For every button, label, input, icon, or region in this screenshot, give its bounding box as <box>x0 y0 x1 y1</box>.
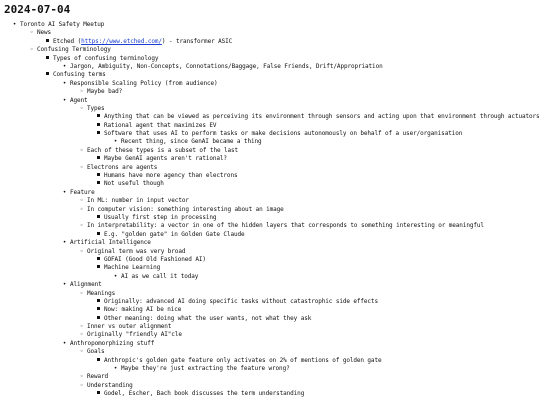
outline-item <box>0 130 540 138</box>
etched-link[interactable]: https://www.etched.com/ <box>81 37 162 45</box>
outline-item-text: Jargon, Ambiguity, Non-Concepts, Connotations/Baggage, False Friends, Drift/Appropriation <box>70 62 383 70</box>
square-bullet-icon <box>95 180 102 188</box>
square-bullet-icon <box>44 38 51 46</box>
outline-item <box>0 206 540 214</box>
dot-bullet-icon: • <box>113 138 118 146</box>
outline-item <box>0 222 540 230</box>
outline-item <box>0 340 540 348</box>
circle-bullet-icon: ◦ <box>79 289 84 297</box>
outline-item-text: E.g. "golden gate" in Golden Gate Claude <box>104 230 245 238</box>
outline-item <box>0 264 540 272</box>
dot-bullet-icon: • <box>62 339 67 347</box>
circle-bullet-icon: ◦ <box>79 104 84 112</box>
outline-item-text: Recent thing, since GenAI became a thing <box>121 138 262 146</box>
square-bullet-icon <box>44 71 51 79</box>
outline-item <box>0 323 540 331</box>
outline-list <box>0 21 540 399</box>
outline-item-text: Anthropic's golden gate feature only activates on 2% of mentions of golden gate <box>104 356 382 364</box>
outline-item <box>0 155 540 163</box>
circle-bullet-icon: ◦ <box>79 381 84 389</box>
outline-item <box>0 63 540 71</box>
outline-item-text: GOFAI (Good Old Fashioned AI) <box>104 255 206 263</box>
outline-item <box>0 197 540 205</box>
outline-item <box>0 298 540 306</box>
circle-bullet-icon: ◦ <box>79 88 84 96</box>
outline-item-text: Other meaning: doing what the user wants, not what they ask <box>104 314 312 322</box>
circle-bullet-icon: ◦ <box>79 163 84 171</box>
outline-item-text: Originally: advanced AI doing specific tasks without catastrophic side effects <box>104 297 378 305</box>
outline-item-text: Software that uses AI to perform tasks or make decisions autonomously on behalf of a user/organisation <box>104 130 463 138</box>
outline-item <box>0 189 540 197</box>
outline-item-text: Not useful though <box>104 180 164 188</box>
square-bullet-icon <box>95 298 102 306</box>
outline-item <box>0 46 540 54</box>
outline-item <box>0 382 540 390</box>
outline-item-text: Alignment <box>70 281 102 289</box>
circle-bullet-icon: ◦ <box>79 331 84 339</box>
outline-item <box>0 315 540 323</box>
outline-item-text: AI as we call it today <box>121 272 199 280</box>
circle-bullet-icon: ◦ <box>79 197 84 205</box>
square-bullet-icon <box>95 155 102 163</box>
square-bullet-icon <box>95 130 102 138</box>
outline-item <box>0 231 540 239</box>
outline-item <box>0 55 540 63</box>
circle-bullet-icon: ◦ <box>29 29 34 37</box>
square-bullet-icon <box>44 55 51 63</box>
dot-bullet-icon: • <box>62 62 67 70</box>
outline-item <box>0 172 540 180</box>
square-bullet-icon <box>95 357 102 365</box>
outline-item <box>0 29 540 37</box>
outline-item-text: Reward <box>87 373 109 381</box>
outline-item <box>0 80 540 88</box>
outline-item <box>0 357 540 365</box>
outline-item <box>0 281 540 289</box>
square-bullet-icon <box>95 264 102 272</box>
circle-bullet-icon: ◦ <box>79 247 84 255</box>
outline-item <box>0 373 540 381</box>
outline-item <box>0 180 540 188</box>
outline-item-text: Confusing Terminology <box>37 46 111 54</box>
outline-item-text: Agent <box>70 96 88 104</box>
dot-bullet-icon: • <box>113 272 118 280</box>
dot-bullet-icon: • <box>62 96 67 104</box>
dot-bullet-icon: • <box>62 239 67 247</box>
outline-item-text: In interpretability: a vector in one of the hidden layers that corresponds to something interesting or meaningful <box>87 222 484 230</box>
outline-item <box>0 365 540 373</box>
outline-item-text: Humans have more agency than electrons <box>104 172 238 180</box>
circle-bullet-icon: ◦ <box>79 373 84 381</box>
outline-item <box>0 97 540 105</box>
outline-item-text: Maybe they're just extracting the feature wrong? <box>121 365 290 373</box>
outline-item <box>0 273 540 281</box>
outline-item-text: Anthropomorphizing stuff <box>70 339 155 347</box>
outline-item <box>0 248 540 256</box>
dot-bullet-icon: • <box>62 281 67 289</box>
outline-item <box>0 239 540 247</box>
outline-item-text: Confusing terms <box>53 71 106 79</box>
dot-bullet-icon: • <box>62 188 67 196</box>
outline-item <box>0 21 540 29</box>
outline-item-text: Anything that can be viewed as perceiving its environment through sensors and acting upon that environment through actuators <box>104 113 540 121</box>
outline-item-text: Maybe bad? <box>87 88 123 96</box>
outline-item-text: Usually first step in processing <box>104 213 217 221</box>
outline-item <box>0 38 540 46</box>
dot-bullet-icon: • <box>113 365 118 373</box>
circle-bullet-icon: ◦ <box>79 348 84 356</box>
square-bullet-icon <box>95 113 102 121</box>
outline-item <box>0 306 540 314</box>
outline-item-text: Meanings <box>87 289 116 297</box>
circle-bullet-icon: ◦ <box>79 205 84 213</box>
outline-item-text: Types <box>87 104 105 112</box>
outline-item <box>0 138 540 146</box>
outline-item-text: Electrons are agents <box>87 163 158 171</box>
square-bullet-icon <box>95 214 102 222</box>
square-bullet-icon <box>95 390 102 398</box>
outline-item-text: News <box>37 29 52 37</box>
outline-item-text: Machine Learning <box>104 264 161 272</box>
outline-item-text: Rational agent that maximizes EV <box>104 121 217 129</box>
outline-item-text: Original term was very broad <box>87 247 186 255</box>
outline-item-text: Etched (https://www.etched.com/) - transformer ASIC <box>53 37 233 45</box>
dot-bullet-icon: • <box>12 21 17 28</box>
outline-item <box>0 214 540 222</box>
outline-item <box>0 331 540 339</box>
square-bullet-icon <box>95 315 102 323</box>
square-bullet-icon <box>95 231 102 239</box>
dot-bullet-icon: • <box>62 79 67 87</box>
outline-item-text: In ML: number in input vector <box>87 197 189 205</box>
outline-item-text: Responsible Scaling Policy (from audience) <box>70 79 218 87</box>
outline-item <box>0 164 540 172</box>
outline-item-text: Godel, Escher, Bach book discusses the term understanding <box>104 390 305 398</box>
outline-item <box>0 390 540 398</box>
outline-item <box>0 88 540 96</box>
outline-item <box>0 348 540 356</box>
outline-item-text: In computer vision: something interesting about an image <box>87 205 284 213</box>
outline-item-text: Artificial Intelligence <box>70 239 151 247</box>
page-title: 2024-07-04 <box>4 3 71 16</box>
outline-item-text: Toronto AI Safety Meetup <box>20 21 105 28</box>
square-bullet-icon <box>95 122 102 130</box>
outline-item-text: Feature <box>70 188 95 196</box>
outline-item <box>0 122 540 130</box>
outline-item <box>0 113 540 121</box>
square-bullet-icon <box>95 306 102 314</box>
circle-bullet-icon: ◦ <box>79 222 84 230</box>
square-bullet-icon <box>95 256 102 264</box>
outline-item-text: Inner vs outer alignment <box>87 323 172 331</box>
circle-bullet-icon: ◦ <box>79 323 84 331</box>
outline-item-text: Goals <box>87 348 105 356</box>
outline-item <box>0 71 540 79</box>
outline-item-text: Each of these types is a subset of the last <box>87 146 239 154</box>
outline-item-text: Types of confusing terminology <box>53 54 159 62</box>
outline-item-text: Maybe GenAI agents aren't rational? <box>104 155 227 163</box>
outline-item-text: Originally "friendly AI"cle <box>87 331 182 339</box>
outline-item-text: Now: making AI be nice <box>104 306 182 314</box>
circle-bullet-icon: ◦ <box>29 46 34 54</box>
outline-item <box>0 290 540 298</box>
outline-item-text: Understanding <box>87 381 133 389</box>
outline-item <box>0 256 540 264</box>
square-bullet-icon <box>95 172 102 180</box>
outline-item <box>0 105 540 113</box>
outline-item <box>0 147 540 155</box>
circle-bullet-icon: ◦ <box>79 146 84 154</box>
